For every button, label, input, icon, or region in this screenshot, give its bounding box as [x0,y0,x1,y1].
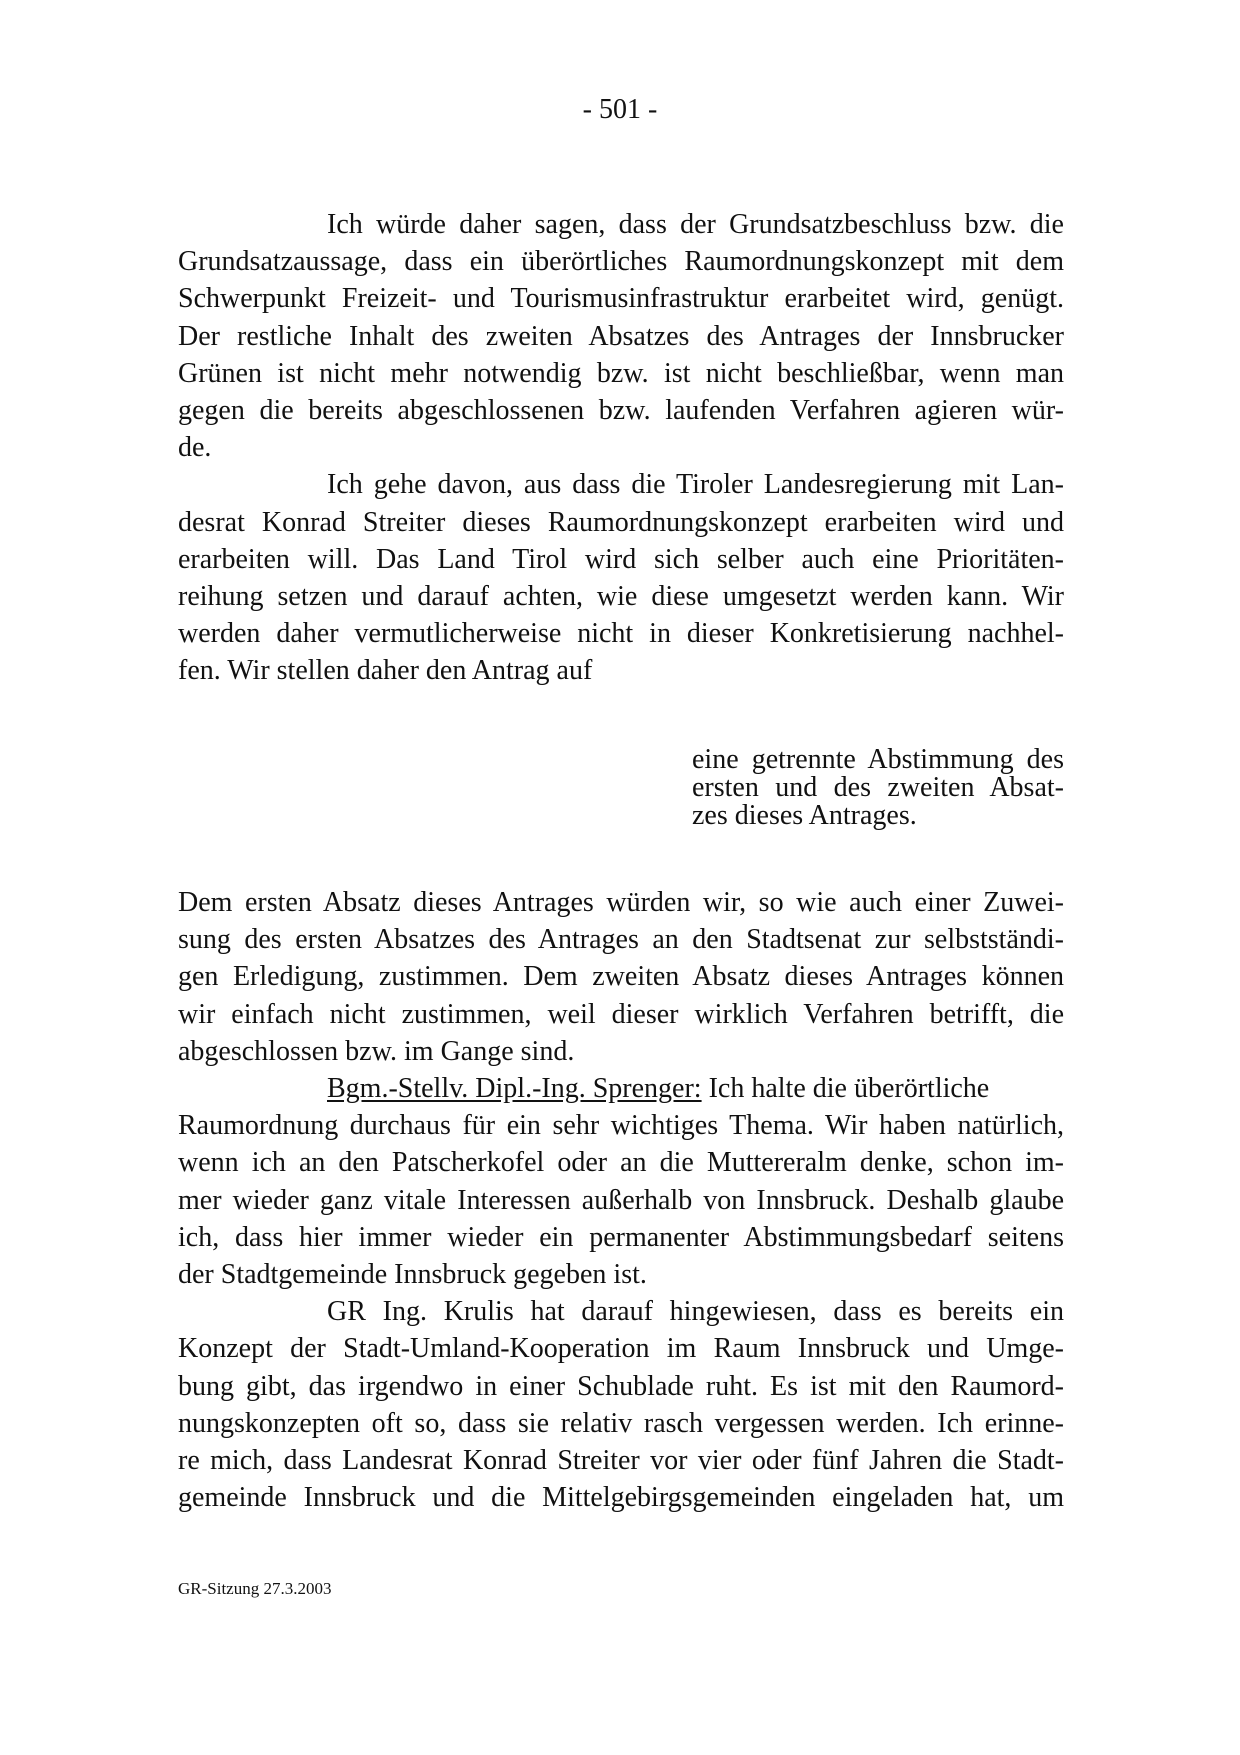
text-block-lower [178,884,1064,1516]
motion-line: zes dieses Antrages. [692,800,917,831]
text-line: Schwerpunkt Freizeit- und Tourismusinfrastruktur erarbeitet wird, genügt. [178,283,1064,315]
text-line: gemeinde Innsbruck und die Mittelgebirgsgemeinden eingeladen hat, um [178,1482,1064,1514]
text-line: Dem ersten Absatz dieses Antrages würden wir, so wie auch einer Zuwei- [178,887,1064,918]
text-line: gen Erledigung, zustimmen. Dem zweiten Absatz dieses Antrages können [178,961,1064,993]
text-line: wir einfach nicht zustimmen, weil dieser wirklich Verfahren betrifft, die [178,998,1064,1030]
text-line: Ich würde daher sagen, dass der Grundsatzbeschluss bzw. die [327,209,1064,240]
page-number: - 501 - [582,94,658,125]
text-line: GR Ing. Krulis hat darauf hingewiesen, dass es bereits ein [327,1296,1064,1328]
text-line: Grünen ist nicht mehr notwendig bzw. ist nicht beschließbar, wenn man [178,357,1064,389]
speaker-text: Ich halte die überörtliche [701,1073,990,1105]
text-line: nungskonzepten oft so, dass sie relativ rasch vergessen werden. Ich erinne- [178,1407,1064,1439]
text-line: werden daher vermutlicherweise nicht in dieser Konkretisierung nachhel- [178,618,1064,650]
text-line: mer wieder ganz vitale Interessen außerhalb von Innsbruck. Deshalb glaube [178,1184,1064,1216]
text-line: erarbeiten will. Das Land Tirol wird sich selber auch eine Prioritäten- [178,543,1064,575]
text-line: reihung setzen und darauf achten, wie diese umgesetzt werden kann. Wir [178,581,1064,613]
text-line: bung gibt, das irgendwo in einer Schublade ruht. Es ist mit den Raumord- [178,1370,1064,1402]
text-line: Grundsatzaussage, dass ein überörtliches Raumordnungskonzept mit dem [178,246,1064,278]
text-line: de. [178,432,212,464]
text-line: Konzept der Stadt-Umland-Kooperation im Raum Innsbruck und Umge- [178,1333,1064,1365]
text-line: sung des ersten Absatzes des Antrages an den Stadtsenat zur selbstständi- [178,924,1064,956]
text-line: fen. Wir stellen daher den Antrag auf [178,655,593,687]
text-line: Ich gehe davon, aus dass die Tiroler Landesregierung mit Lan- [327,469,1064,501]
motion-line: ersten und des zweiten Absat- [692,772,1064,803]
text-line: wenn ich an den Patscherkofel oder an die Muttereralm denke, schon im- [178,1147,1064,1179]
motion-text [692,746,1064,830]
text-line: ich, dass hier immer wieder ein permanenter Abstimmungsbedarf seitens [178,1221,1064,1253]
text-line: der Stadtgemeinde Innsbruck gegeben ist. [178,1259,647,1291]
text-line: re mich, dass Landesrat Konrad Streiter vor vier oder fünf Jahren die Stadt- [178,1445,1064,1477]
motion-line: eine getrennte Abstimmung des [692,744,1064,775]
text-block-upper [178,206,1064,690]
text-line: abgeschlossen bzw. im Gange sind. [178,1035,575,1067]
text-line: desrat Konrad Streiter dieses Raumordnungskonzept erarbeiten wird und [178,506,1064,538]
text-line: gegen die bereits abgeschlossenen bzw. laufenden Verfahren agieren wür- [178,395,1064,427]
text-line: Raumordnung durchaus für ein sehr wichtiges Thema. Wir haben natürlich, [178,1110,1064,1142]
footer-session-date: GR-Sitzung 27.3.2003 [178,1579,332,1598]
speaker-name: Bgm.-Stellv. Dipl.-Ing. Sprenger: [327,1073,702,1105]
speaker-line [178,1070,1064,1107]
text-line: Der restliche Inhalt des zweiten Absatzes des Antrages der Innsbrucker [178,320,1064,352]
